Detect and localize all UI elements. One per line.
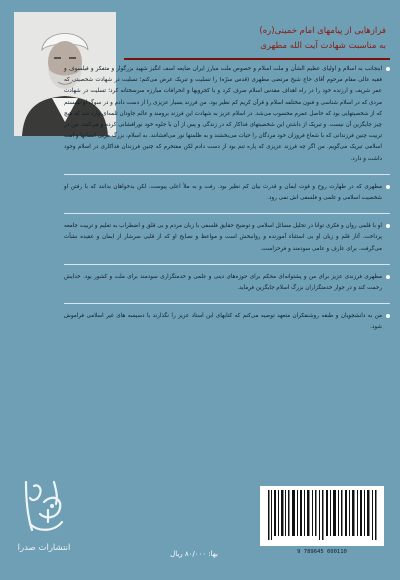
- text-blocks: [64, 64, 390, 350]
- text-block-1-content: اینجانب به اسلام و اولیای عظیم الشأن و ملت اسلام و خصوص ملت مبارز ایران ضایعه اسف انگیز شهید بزرگوار و متفکر و فیلسوف و فقیه عالی مقام مرحوم آقای حاج شیخ مرتضی مطهری (قدس سرّه) را تسلیت و تبریک عرض می‌کنم؛ تسلیت در شهادت شخصیتی که عمر شریف و ارزنده خود را در راه اهداف مقدس اسلام صرف کرد و با کجرویها و انحرافات مبارزه سرسختانه کرد؛ تسلیت در شهادت مردی که در اسلام شناسی و فنون مختلفه اسلام و قرآن کریم کم نظیر بود. من فرزند بسیار عزیزی را از دست دادم و در سوگ او نشستم که از شخصیتهایی بود که حاصل عمرم محسوب می‌شد. در اسلام عزیز به شهادت این فرزند برومند و عالم جاودان ثلمه‌ای وارد شد که هیچ چیز جایگزین آن نیست. و تبریک از داشتن این شخصیتهای فداکار که در زندگی و پس از آن با جلوه خود نورافشانی کرده و می‌کنند. من در تربیت چنین فرزندانی که با شعاع فروزان خود مردگان را حیات می‌بخشند و به ظلمتها نور می‌افشانند. به اسلام، بزرگ مربی انسانها و امت اسلامی تبریک می‌گویم. من اگر چه فرزند عزیزی که پاره تنم بود از دست دادم لکن مفتخرم که چنین فرزندان فداکاری در اسلام وجود داشت و دارد.: [64, 66, 382, 162]
- text-block-5-content: من به دانشجویان و طبقه روشنفکران متعهد توصیه می‌کنم که کتابهای این استاد عزیز را نگذارند با دسیسه های غیر اسلامی فراموش شود.: [64, 313, 382, 331]
- title-line-1: فرازهایی از پیامهای امام خمینی(ره): [259, 26, 386, 36]
- bullet-icon: [386, 67, 390, 71]
- barcode: [260, 486, 384, 546]
- text-block-1: [64, 64, 390, 175]
- title-line-2: به مناسبت شهادت آیت الله مطهری: [260, 41, 386, 51]
- publisher-calligraphy-icon: [18, 476, 70, 558]
- price-label: بها: ۸۰/۰۰۰ ریال: [170, 550, 218, 558]
- isbn-number: 9 789645 600110: [297, 549, 347, 555]
- title-divider: [124, 58, 390, 60]
- barcode-icon: [266, 490, 378, 540]
- bullet-icon: [386, 314, 390, 318]
- text-block-2: [64, 182, 390, 214]
- text-block-4: [64, 272, 390, 304]
- bullet-icon: [386, 275, 390, 279]
- publisher-name: انتشارات صدرا: [18, 543, 70, 553]
- bullet-icon: [386, 224, 390, 228]
- publisher-logo: [18, 476, 70, 558]
- text-block-5: [64, 311, 390, 342]
- cover-title: [146, 24, 386, 54]
- bullet-icon: [386, 185, 390, 189]
- text-block-3-content: او با قلمی روان و فکری توانا در تحلیل مسائل اسلامی و توضیح حقایق فلسفی با زبان مردم و بی قلق و اضطراب به تعلیم و تربیت جامعه پرداخت. آثار قلم و زبان او بی استثناء آموزنده و روانبخش است و مواعظ و نصایح او که از قلبی سرشار از ایمان و عقیده نشأت می‌گرفت. برای عارف و عامی سودمند و فرحزاست.: [64, 223, 382, 252]
- text-block-3: [64, 221, 390, 265]
- text-block-2-content: مطهری که در طهارت روح و قوت ایمان و قدرت بیان کم نظیر بود. رفت و به ملأ اعلی پیوست. لکن بدخواهان بدانند که با رفتن او شخصیت اسلامی و علمی و فلسفی اش نمی رود.: [64, 183, 382, 202]
- text-block-4-content: مطهری فرزندی عزیز برای من و پشتوانه‌ای محکم برای حوزه‌های دینی و علمی و خدمتگزاری سودمند برای ملت و کشور بود. خدایش رحمت کند و در جوار خدمتگزاران بزرگ اسلام جایگزین فرماید.: [64, 273, 382, 292]
